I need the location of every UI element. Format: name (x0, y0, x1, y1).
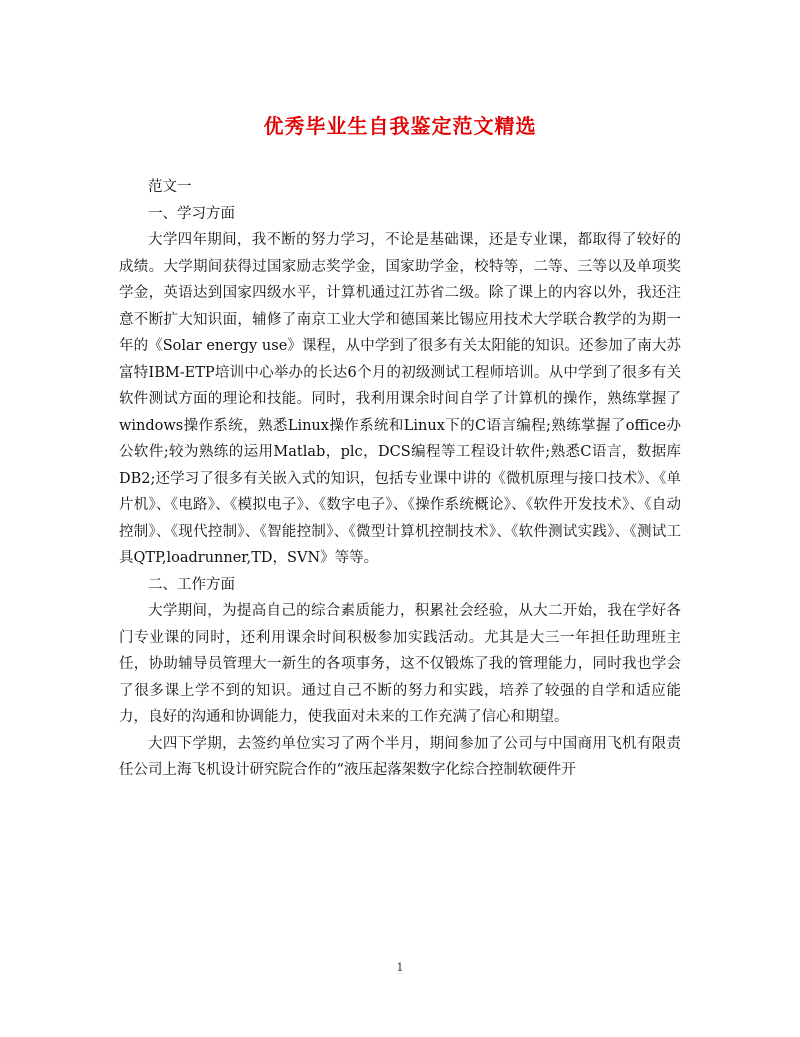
paragraph-internship: 大四下学期，去签约单位实习了两个半月，期间参加了公司与中国商用飞机有限责任公司上海飞机设计研究院合作的“液压起落架数字化综合控制软硬件开 (119, 735, 681, 778)
paragraph-study: 大学四年期间，我不断的努力学习，不论是基础课，还是专业课，都取得了较好的成绩。大学期间获得过国家励志奖学金，国家助学金，校特等，二等、三等以及单项奖学金，英语达到国家四级水平，计算机通过江苏省二级。除了课上的内容以外，我还注意不断扩大知识面，辅修了南京工业大学和德国莱比锡应用技术大学联合教学的为期一年的《Solar energy use》课程，从中学到了很多有关太阳能的知识。还参加了南大苏富特IBM-ETP培训中心举办的长达6个月的初级测试工程师培训。从中学到了很多有关软件测试方面的理论和技能。同时，我利用课余时间自学了计算机的操作，熟练掌握了windows操作系统，熟悉Linux操作系统和Linux下的C语言编程;熟练掌握了office办公软件;较为熟练的运用Matlab，plc，DCS编程等工程设计软件;熟悉C语言，数据库DB2;还学习了很多有关嵌入式的知识，包括专业课中讲的《微机原理与接口技术》、《单片机》、《电路》、《模拟电子》、《数字电子》、《操作系统概论》、《软件开发技术》、《自动控制》、《现代控制》、《智能控制》、《微型计算机控制技术》、《软件测试实践》、《测试工具QTP,loadrunner,TD，SVN》等等。 (119, 232, 681, 566)
paragraph-work: 大学期间，为提高自己的综合素质能力，积累社会经验，从大二开始，我在学好各门专业课的同时，还利用课余时间积极参加实践活动。尤其是大三一年担任助理班主任，协助辅导员管理大一新生的各项事务，这不仅锻炼了我的管理能力，同时我也学会了很多课上学不到的知识。通过自己不断的努力和实践，培养了较强的自学和适应能力，良好的沟通和协调能力，使我面对未来的工作充满了信心和期望。 (119, 603, 681, 725)
section-heading-work: 二、工作方面 (148, 576, 235, 593)
document-title: 优秀毕业生自我鉴定范文精选 (263, 114, 537, 138)
document-body (119, 174, 681, 784)
section-label: 范文一 (148, 179, 192, 195)
section-heading-study: 一、学习方面 (148, 205, 235, 222)
page-number: 1 (396, 961, 404, 974)
